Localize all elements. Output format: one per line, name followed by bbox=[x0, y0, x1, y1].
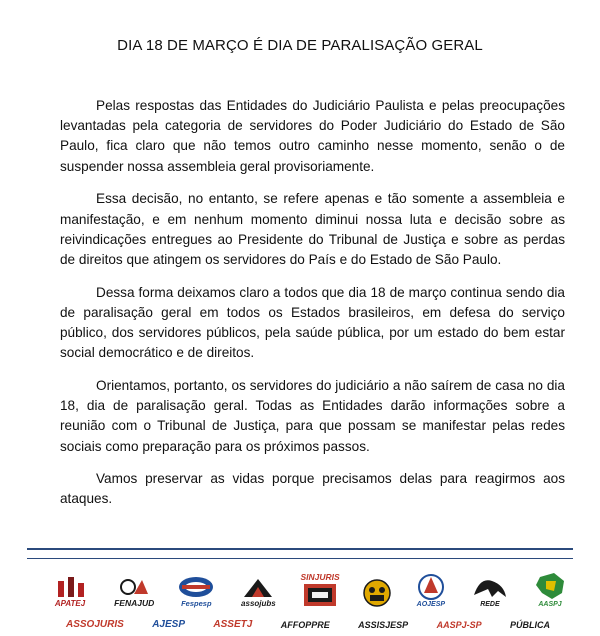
ajesp-logo: AJESP bbox=[152, 619, 185, 630]
aaspj-sp-logo: AASPJ-SP bbox=[436, 620, 482, 630]
aaspj-map-logo: AASPJ bbox=[532, 571, 568, 608]
affoppre-logo: AFFOPPRE bbox=[280, 620, 330, 630]
paragraph: Pelas respostas das Entidades do Judiciário Paulista e pelas preocupações levantadas pela categoria de servidores do Poder Judiciário do Estado de São Paulo, fica claro que não temos outro caminho nesse momento, senão o de suspender nossa assembleia geral provisoriamente. bbox=[60, 98, 565, 174]
fespesp-logo: Fespesp bbox=[176, 575, 216, 608]
paragraph: Essa decisão, no entanto, se refere apenas e tão somente a assembleia e manifestação, e em nenhum momento diminui nossa luta e decisão sobre as reivindicações entregues ao Presidente do Tribunal de Justiça e sobre as perdas de direitos que atingem os servidores do País e do Estado de São Paulo. bbox=[60, 191, 565, 267]
aojesp-logo: AOJESP bbox=[414, 573, 448, 608]
paragraph: Dessa forma deixamos claro a todos que dia 18 de março continua sendo dia de paralisação geral em todos os Estados brasileiros, em defesa do serviço público, dos servidores públicos, pela saúde pública, por um estado do bem estar social democrático e de direitos. bbox=[60, 284, 565, 361]
logo-strip-top bbox=[48, 564, 568, 608]
fenajud-logo: FENAJUD bbox=[114, 576, 154, 608]
assetj-logo: ASSETJ bbox=[213, 619, 253, 630]
assojubs-logo: assojubs bbox=[238, 575, 278, 608]
footer-rule-top bbox=[27, 548, 573, 550]
assojuris-logo: ASSOJURIS bbox=[66, 619, 124, 630]
paragraph: Vamos preservar as vidas porque precisamos delas para reagirmos aos ataques. bbox=[60, 471, 565, 507]
footer-rule-bottom bbox=[27, 558, 573, 559]
document-title: DIA 18 DE MARÇO É DIA DE PARALISAÇÃO GERAL bbox=[117, 37, 483, 54]
document-body bbox=[60, 96, 565, 522]
apatej-logo: APATEJ bbox=[48, 575, 92, 608]
paragraph: Orientamos, portanto, os servidores do judiciário a não saírem de casa no dia 18, dia de paralisação geral. Todas as Entidades darão informações sobre a reunião com o Tribunal de Justiça, para que possam se manifestar pelas redes sociais como preparação para os próximos passos. bbox=[60, 377, 565, 454]
rede-logo: REDE bbox=[470, 575, 510, 608]
assisjesp-logo: ASSISJESP bbox=[358, 620, 409, 630]
publica-logo: PÚBLICA bbox=[510, 620, 550, 630]
sinjuris-logo: SINJURIS bbox=[300, 572, 339, 608]
logo-strip-bottom bbox=[66, 604, 550, 630]
